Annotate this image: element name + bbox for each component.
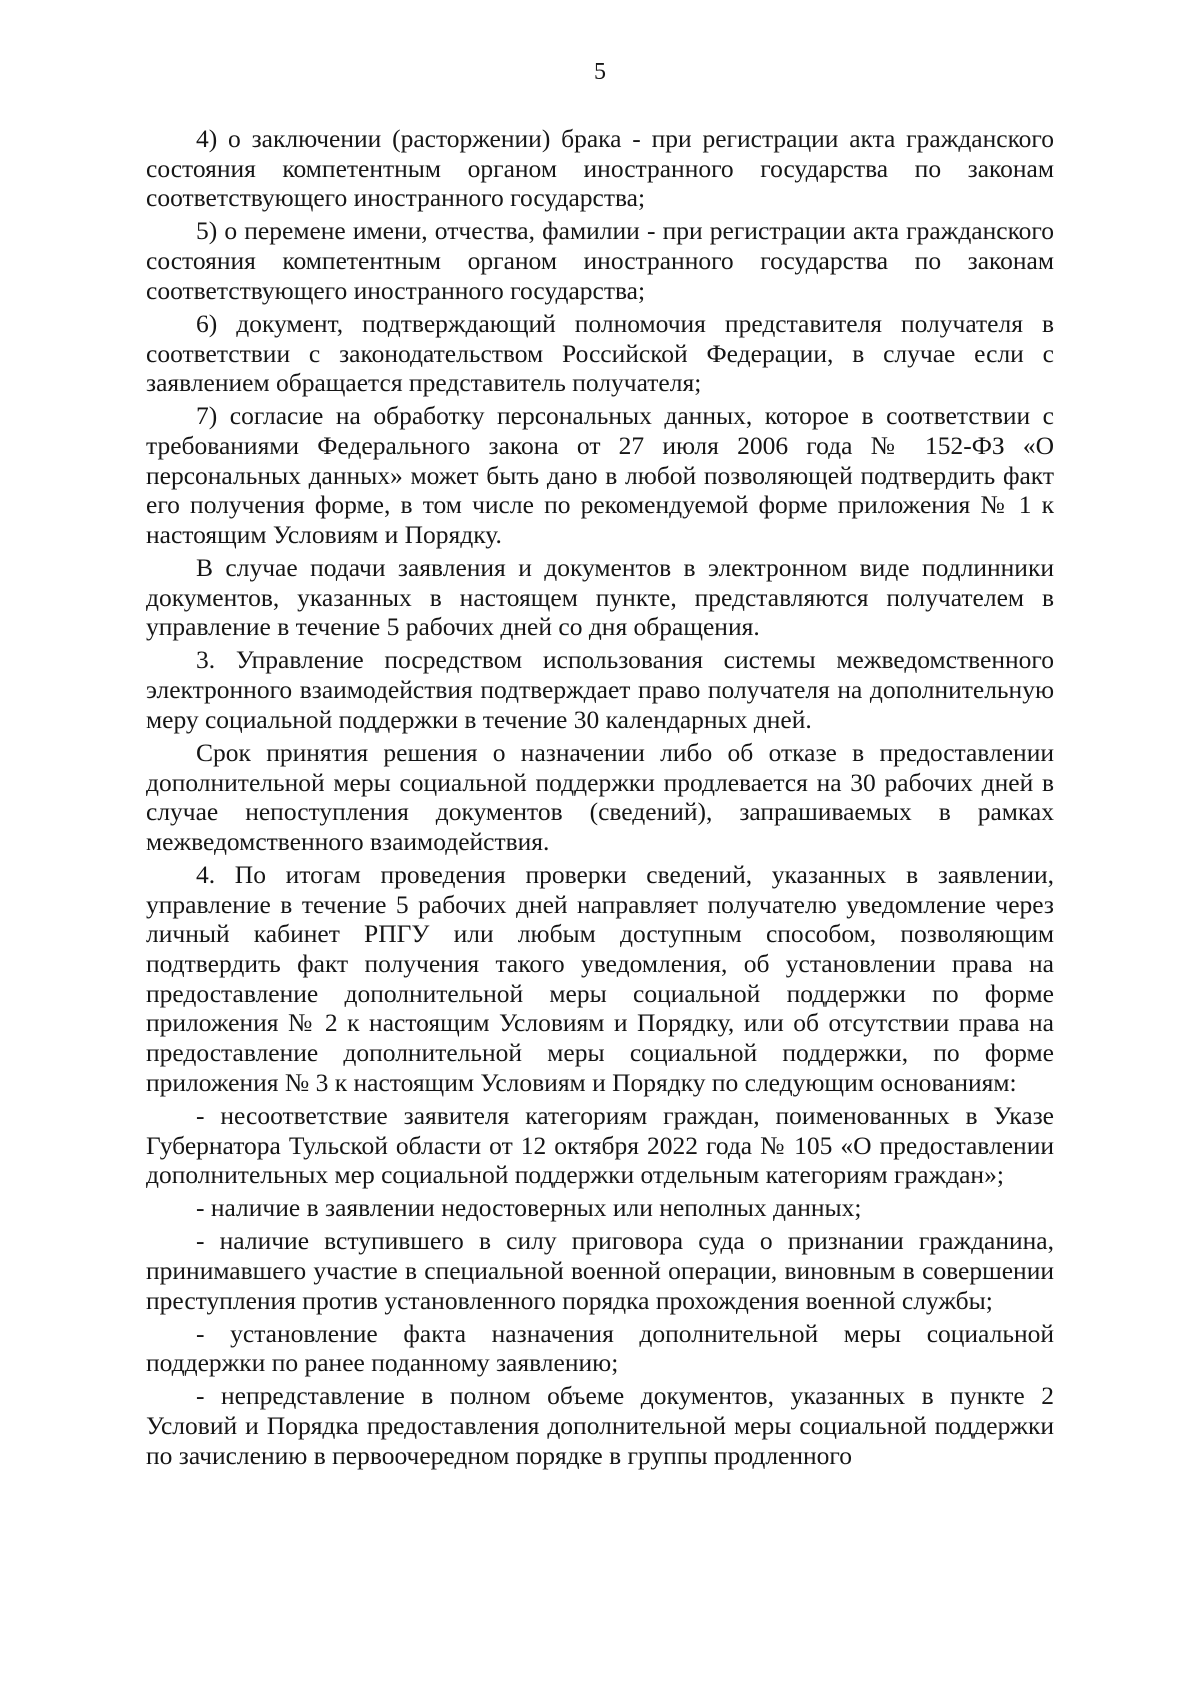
paragraph-item-5-name-change: 5) о перемене имени, отчества, фамилии - при регистрации акта гражданского состояния компетентным органом иностранного государства по законам соответствующего иностранного государства; (146, 216, 1054, 305)
paragraph-electronic-submission: В случае подачи заявления и документов в электронном виде подлинники документов, указанных в настоящем пункте, представляются получателем в управление в течение 5 рабочих дней со дня обращения. (146, 553, 1054, 642)
paragraph-clause-3: 3. Управление посредством использования системы межведомственного электронного взаимодействия подтверждает право получателя на дополнительную меру социальной поддержки в течение 30 календарных дней. (146, 645, 1054, 734)
list-item-ground-category: - несоответствие заявителя категориям граждан, поименованных в Указе Губернатора Тульской области от 12 октября 2022 года № 105 «О предоставлении дополнительных мер социальной поддержки отдельным категориям граждан»; (146, 1100, 1054, 1190)
list-item-ground-already-assigned: - установление факта назначения дополнительной меры социальной поддержки по ранее поданному заявлению; (146, 1318, 1054, 1378)
paragraph-decision-term: Срок принятия решения о назначении либо об отказе в предоставлении дополнительной меры социальной поддержки продлевается на 30 рабочих дней в случае непоступления документов (сведений), запрашиваемых в рамках межведомственного взаимодействия. (146, 737, 1054, 856)
paragraph-item-4-marriage: 4) о заключении (расторжении) брака - при регистрации акта гражданского состояния компетентным органом иностранного государства по законам соответствующего иностранного государства; (146, 124, 1054, 213)
page-number: 5 (594, 59, 606, 85)
list-item-ground-court-verdict: - наличие вступившего в силу приговора суда о признании гражданина, принимавшего участие в специальной военной операции, виновным в совершении преступления против установленного порядка прохождения военной службы; (146, 1226, 1054, 1315)
paragraph-item-7-consent: 7) согласие на обработку персональных данных, которое в соответствии с требованиями Федерального закона от 27 июля 2006 года № 152-ФЗ «О персональных данных» может быть дано в любой позволяющей подтвердить факт его получения форме, в том числе по рекомендуемой форме приложения № 1 к настоящим Условиям и Порядку. (146, 401, 1054, 550)
paragraph-item-6-representative: 6) документ, подтверждающий полномочия представителя получателя в соответствии с законодательством Российской Федерации, в случае если с заявлением обращается представитель получателя; (146, 308, 1054, 398)
list-item-ground-missing-documents: - непредставление в полном объеме документов, указанных в пункте 2 Условий и Порядка предоставления дополнительной меры социальной поддержки по зачислению в первоочередном порядке в группы продленного (146, 1381, 1054, 1470)
list-item-ground-false-data: - наличие в заявлении недостоверных или неполных данных; (196, 1193, 862, 1223)
document-body (146, 124, 1054, 1474)
paragraph-clause-4: 4. По итогам проведения проверки сведений, указанных в заявлении, управление в течение 5 рабочих дней направляет получателю уведомление через личный кабинет РПГУ или любым доступным способом, позволяющим подтвердить факт получения такого уведомления, об установлении права на предоставление дополнительной меры социальной поддержки по форме приложения № 2 к настоящим Условиям и Порядку, или об отсутствии права на предоставление дополнительной меры социальной поддержки, по форме приложения № 3 к настоящим Условиям и Порядку по следующим основаниям: (146, 859, 1054, 1097)
